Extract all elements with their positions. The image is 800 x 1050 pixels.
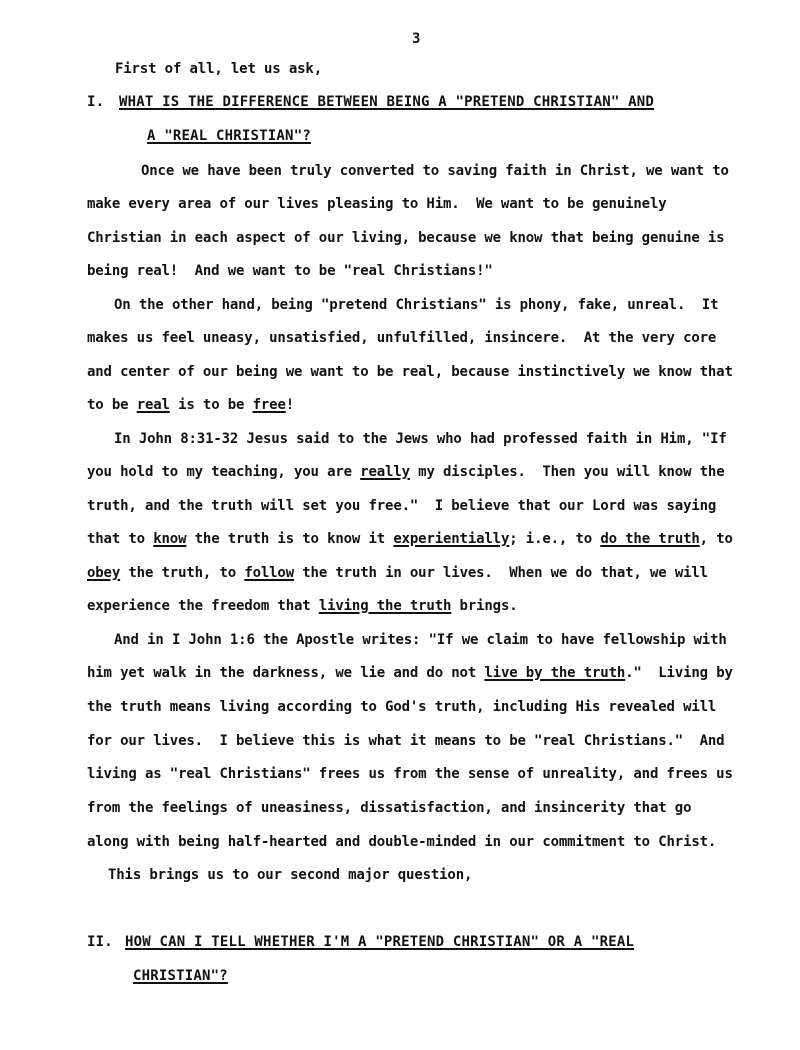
paragraph-4-line: [87, 664, 733, 682]
paragraph-3-line: In John 8:31-32 Jesus said to the Jews who had professed faith in Him, "If: [114, 431, 727, 447]
heading-2-line-2: CHRISTIAN"?: [133, 968, 228, 984]
heading-1-line-1: WHAT IS THE DIFFERENCE BETWEEN BEING A "PRETEND CHRISTIAN" AND: [119, 94, 654, 110]
paragraph-4-line: the truth means living according to God's truth, including His revealed will: [87, 699, 717, 715]
text-span: him yet walk in the darkness, we lie and do not: [87, 665, 485, 681]
underlined-word-obey: obey: [87, 565, 121, 581]
text-span: is to be: [169, 397, 253, 413]
underlined-phrase-live-by-the-truth: live by the truth: [484, 665, 626, 681]
underlined-phrase-do-the-truth: do the truth: [600, 531, 700, 547]
paragraph-1-line: Christian in each aspect of our living, because we know that being genuine is: [87, 230, 725, 246]
paragraph-3-line: [87, 597, 518, 615]
heading-1-line-2: A "REAL CHRISTIAN"?: [147, 128, 311, 144]
heading-1-numeral: I.: [87, 94, 105, 110]
paragraph-5-line: This brings us to our second major question,: [108, 867, 473, 883]
paragraph-4-line: for our lives. I believe this is what it means to be "real Christians." And: [87, 733, 725, 749]
text-span: , to: [699, 531, 733, 547]
page-number: 3: [412, 31, 421, 47]
paragraph-4-line: living as "real Christians" frees us from the sense of unreality, and frees us: [87, 766, 733, 782]
paragraph-2-line: makes us feel uneasy, unsatisfied, unfulfilled, insincere. At the very core: [87, 330, 717, 346]
text-span: the truth in our lives. When we do that, we will: [294, 565, 708, 581]
text-span: the truth is to know it: [186, 531, 394, 547]
paragraph-2-line: [87, 396, 294, 414]
underlined-word-follow: follow: [244, 565, 294, 581]
paragraph-3-line: [87, 463, 724, 481]
paragraph-1-line: being real! And we want to be "real Christians!": [87, 263, 493, 279]
paragraph-2-line: and center of our being we want to be real, because instinctively we know that: [87, 364, 733, 380]
underlined-word-experientially: experientially: [393, 531, 510, 547]
heading-2-numeral: II.: [87, 934, 113, 950]
heading-2-line-1: HOW CAN I TELL WHETHER I'M A "PRETEND CHRISTIAN" OR A "REAL: [125, 934, 635, 950]
text-span: ." Living by: [625, 665, 733, 681]
underlined-word-free: free: [252, 397, 286, 413]
text-span: ; i.e., to: [509, 531, 601, 547]
paragraph-3-line: [87, 530, 733, 548]
paragraph-3-line: truth, and the truth will set you free." I believe that our Lord was saying: [87, 498, 717, 514]
underlined-word-real: real: [136, 397, 170, 413]
text-span: you hold to my teaching, you are: [87, 464, 361, 480]
underlined-word-know: know: [153, 531, 187, 547]
paragraph-1-line: Once we have been truly converted to saving faith in Christ, we want to: [141, 163, 729, 179]
paragraph-4-line: from the feelings of uneasiness, dissatisfaction, and insincerity that go: [87, 800, 692, 816]
text-span: to be: [87, 397, 137, 413]
text-span: the truth, to: [120, 565, 245, 581]
paragraph-2-line: On the other hand, being "pretend Christians" is phony, fake, unreal. It: [114, 297, 719, 313]
text-span: !: [285, 397, 295, 413]
text-span: my disciples. Then you will know the: [409, 464, 725, 480]
intro-line: First of all, let us ask,: [115, 61, 322, 77]
text-span: brings.: [451, 598, 518, 614]
paragraph-4-line: And in I John 1:6 the Apostle writes: "If we claim to have fellowship with: [114, 632, 727, 648]
text-span: that to: [87, 531, 154, 547]
paragraph-3-line: [87, 564, 708, 582]
text-span: experience the freedom that: [87, 598, 319, 614]
underlined-phrase-living-the-truth: living the truth: [318, 598, 452, 614]
paragraph-4-line: along with being half-hearted and double-minded in our commitment to Christ.: [87, 834, 717, 850]
paragraph-1-line: make every area of our lives pleasing to Him. We want to be genuinely: [87, 196, 667, 212]
underlined-word-really: really: [360, 464, 410, 480]
